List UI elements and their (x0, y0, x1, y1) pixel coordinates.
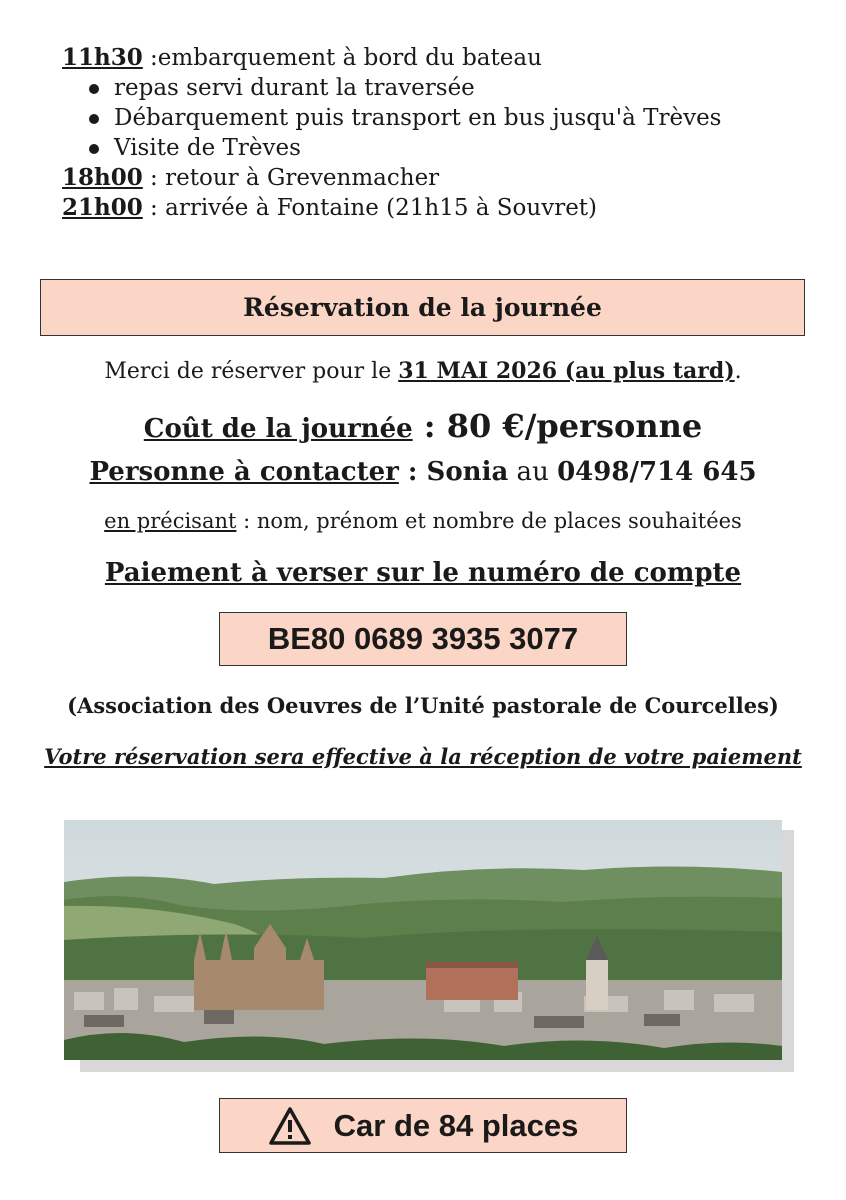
bus-capacity-label: Car de 84 places (333, 1107, 579, 1143)
contact-line (0, 453, 846, 491)
payment-heading-line (0, 555, 846, 591)
cost-sep: : (412, 407, 447, 445)
schedule-line-1130 (62, 43, 802, 73)
bus-capacity-box (219, 1098, 627, 1153)
city-panorama-illustration (64, 820, 782, 1060)
text-2100: : arrivée à Fontaine (21h15 à Souvret) (142, 195, 598, 221)
bullet-item-meal: repas servi durant la traversée (86, 73, 802, 103)
schedule (62, 43, 802, 223)
bullet-item-visit: Visite de Trèves (86, 133, 802, 163)
deadline-date: 31 MAI 2026 (au plus tard) (398, 358, 735, 384)
city-photo (64, 820, 782, 1060)
reservation-note: Votre réservation sera effective à la réception de votre paiement (44, 744, 802, 769)
cost-value: 80 €/personne (446, 407, 703, 445)
time-2100: 21h00 (62, 194, 143, 221)
warning-icon (268, 1106, 312, 1146)
schedule-line-2100 (62, 193, 802, 223)
contact-label: Personne à contacter (89, 457, 399, 487)
cost-label: Coût de la journée (143, 414, 413, 444)
time-1130: 11h30 (62, 44, 143, 71)
contact-phone: 0498/714 645 (557, 457, 757, 487)
payment-heading: Paiement à verser sur le numéro de compte (104, 558, 742, 588)
schedule-bullets (62, 73, 802, 163)
association-line (0, 690, 846, 722)
time-1800: 18h00 (62, 164, 143, 191)
reservation-note-line (0, 741, 846, 773)
reservation-heading: Réservation de la journée (243, 293, 602, 322)
schedule-line-1800 (62, 163, 802, 193)
iban-box (219, 612, 627, 666)
reservation-heading-box (40, 279, 805, 336)
iban-number: BE80 0689 3935 3077 (267, 621, 579, 656)
deadline-prefix: Merci de réserver pour le (104, 359, 399, 384)
contact-sep: : (398, 457, 427, 487)
contact-name: Sonia (426, 457, 509, 487)
deadline-line (0, 356, 846, 387)
cost-line (0, 406, 846, 449)
text-1800: : retour à Grevenmacher (142, 165, 440, 191)
text-1130: :embarquement à bord du bateau (142, 45, 542, 71)
bullet-item-disembark: Débarquement puis transport en bus jusqu'à Trèves (86, 103, 802, 133)
contact-mid: au (508, 457, 558, 487)
specify-label: en précisant (104, 509, 237, 533)
deadline-suffix: . (734, 359, 742, 384)
specify-line (0, 506, 846, 536)
association-name: (Association des Oeuvres de l’Unité pastorale de Courcelles) (67, 693, 779, 718)
specify-text: : nom, prénom et nombre de places souhaitées (236, 509, 742, 533)
